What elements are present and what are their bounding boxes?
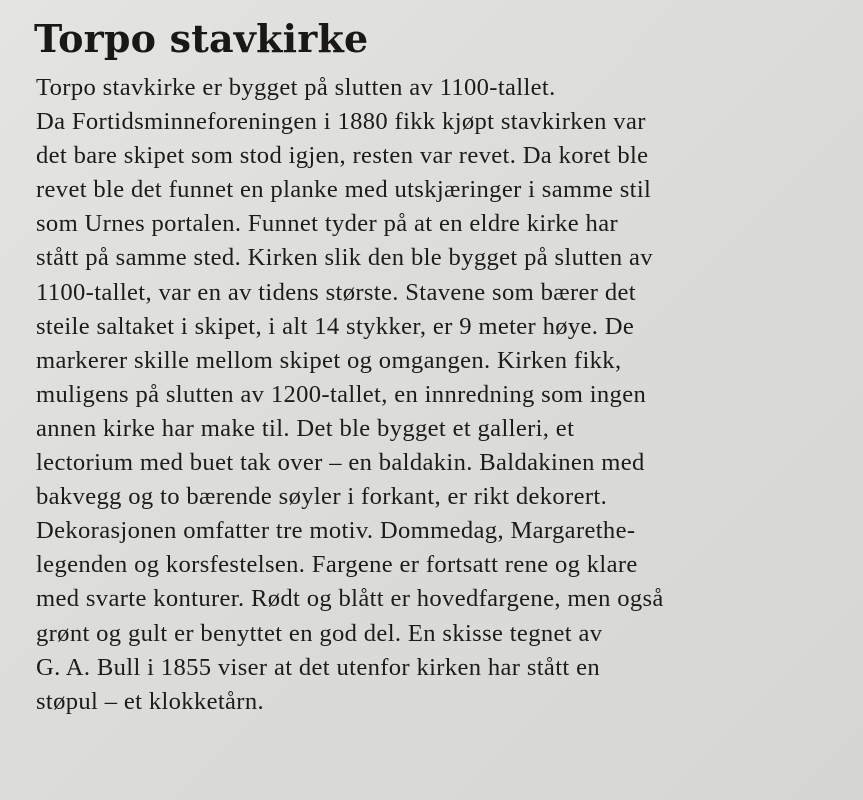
text-line: revet ble det funnet en planke med utskjæringer i samme stil — [36, 176, 652, 204]
text-line: Da Fortidsminneforeningen i 1880 fikk kjøpt stavkirken var — [36, 108, 646, 136]
text-line: stått på samme sted. Kirken slik den ble bygget på slutten av — [36, 244, 653, 272]
text-line: muligens på slutten av 1200-tallet, en innredning som ingen — [36, 380, 647, 408]
text-line: bakvegg og to bærende søyler i forkant, er rikt dekorert. — [36, 483, 608, 511]
text-line: det bare skipet som stod igjen, resten var revet. Da koret ble — [36, 142, 649, 170]
text-line: støpul – et klokketårn. — [36, 687, 264, 715]
text-line: G. A. Bull i 1855 viser at det utenfor kirken har stått en — [36, 653, 600, 681]
text-line: annen kirke har make til. Det ble bygget et galleri, et — [36, 414, 575, 442]
text-line: 1100-tallet, var en av tidens største. Stavene som bærer det — [36, 278, 636, 306]
text-line: markerer skille mellom skipet og omgangen. Kirken fikk, — [36, 346, 622, 374]
sign-title: Torpo stavkirke — [34, 16, 369, 61]
text-line: grønt og gult er benyttet en god del. En skisse tegnet av — [36, 619, 603, 647]
text-line: lectorium med buet tak over – en baldakin. Baldakinen med — [36, 449, 645, 477]
text-line: Dekorasjonen omfatter tre motiv. Dommedag, Margarethe- — [36, 517, 636, 545]
text-line: Torpo stavkirke er bygget på slutten av 1100-tallet. — [36, 74, 556, 101]
sign-body-text — [36, 71, 856, 719]
text-line: med svarte konturer. Rødt og blått er hovedfargene, men også — [36, 585, 664, 613]
text-line: steile saltaket i skipet, i alt 14 stykker, er 9 meter høye. De — [36, 312, 635, 340]
text-line: legenden og korsfestelsen. Fargene er fortsatt rene og klare — [36, 551, 638, 579]
text-line: som Urnes portalen. Funnet tyder på at en eldre kirke har — [36, 210, 619, 238]
